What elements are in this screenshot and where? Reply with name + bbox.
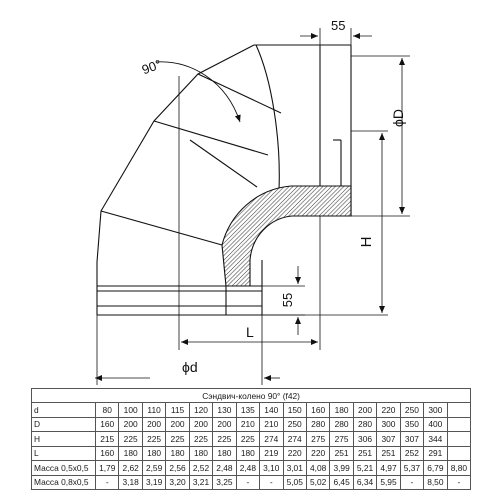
table-cell: 180: [236, 446, 259, 461]
table-cell: -: [236, 475, 259, 490]
table-cell: 200: [166, 417, 189, 432]
table-cell: [447, 417, 471, 432]
table-cell: 219: [260, 446, 283, 461]
table-caption: Сэндвич-колено 90° (f42): [32, 389, 471, 403]
row-label: Масса 0,5х0,5: [32, 461, 96, 476]
table-cell: 5,95: [377, 475, 400, 490]
table-row: [32, 417, 471, 432]
table-cell: 6,34: [353, 475, 376, 490]
table-cell: 274: [283, 432, 306, 447]
table-cell: 225: [236, 432, 259, 447]
table-cell: 200: [189, 417, 212, 432]
table-cell: 250: [283, 417, 306, 432]
table-cell: 110: [142, 403, 165, 418]
row-label: Масса 0,8х0,5: [32, 475, 96, 490]
table-cell: 250: [400, 403, 423, 418]
table-cell: 2,59: [142, 461, 165, 476]
table-cell: 400: [424, 417, 447, 432]
angle-label: 90°: [139, 56, 164, 78]
table-cell: 3,99: [330, 461, 353, 476]
table-cell: 251: [353, 446, 376, 461]
top-dimension-label: 55: [331, 18, 346, 33]
length-label: L: [246, 324, 254, 340]
table-cell: 160: [96, 417, 119, 432]
table-cell: 307: [377, 432, 400, 447]
specification-table: [31, 388, 471, 490]
bottom-dimension-label: 55: [280, 292, 295, 308]
table-cell: 3,19: [142, 475, 165, 490]
row-label: d: [32, 403, 96, 418]
table-cell: 220: [283, 446, 306, 461]
table-cell: 225: [119, 432, 142, 447]
table-cell: 160: [96, 446, 119, 461]
table-row: [32, 461, 471, 476]
height-dimension: [262, 131, 388, 315]
table-cell: -: [260, 475, 283, 490]
table-cell: 5,02: [306, 475, 329, 490]
table-cell: 2,48: [236, 461, 259, 476]
table-cell: 120: [189, 403, 212, 418]
row-label: L: [32, 446, 96, 461]
table-cell: 2,48: [213, 461, 236, 476]
table-cell: 2,56: [166, 461, 189, 476]
table-cell: 200: [142, 417, 165, 432]
table-cell: -: [400, 475, 423, 490]
table-cell: 3,01: [283, 461, 306, 476]
table-cell: 225: [213, 432, 236, 447]
angle-indicator: [156, 62, 240, 122]
table-cell: 344: [424, 432, 447, 447]
outer-diameter-dimension: [351, 56, 410, 216]
table-cell: 280: [330, 417, 353, 432]
table-cell: [447, 432, 471, 447]
table-cell: -: [447, 475, 471, 490]
table-cell: 252: [400, 446, 423, 461]
table-cell: 350: [400, 417, 423, 432]
table-cell: 180: [119, 446, 142, 461]
table-row: [32, 432, 471, 447]
table-cell: 220: [377, 403, 400, 418]
table-cell: 275: [306, 432, 329, 447]
table-cell: 274: [260, 432, 283, 447]
table-cell: 150: [283, 403, 306, 418]
elbow-body: [97, 45, 351, 315]
table-cell: 6,45: [330, 475, 353, 490]
table-cell: 300: [424, 403, 447, 418]
row-label: D: [32, 417, 96, 432]
table-cell: 3,21: [189, 475, 212, 490]
table-cell: 180: [189, 446, 212, 461]
table-cell: 5,21: [353, 461, 376, 476]
table-cell: 225: [142, 432, 165, 447]
table-cell: 100: [119, 403, 142, 418]
table-cell: 1,79: [96, 461, 119, 476]
table-cell: 140: [260, 403, 283, 418]
table-cell: 135: [236, 403, 259, 418]
table-row: [32, 475, 471, 490]
table-cell: 210: [260, 417, 283, 432]
table-cell: 180: [166, 446, 189, 461]
table-cell: 2,52: [189, 461, 212, 476]
table-cell: 200: [119, 417, 142, 432]
table-cell: 280: [353, 417, 376, 432]
table-cell: [447, 446, 471, 461]
row-label: H: [32, 432, 96, 447]
table-row: [32, 446, 471, 461]
table-cell: 200: [353, 403, 376, 418]
table-cell: 3,18: [119, 475, 142, 490]
table-cell: 3,25: [213, 475, 236, 490]
table-cell: 200: [213, 417, 236, 432]
outer-diameter-label: ϕD: [390, 109, 406, 127]
table-cell: 3,20: [166, 475, 189, 490]
table-cell: 220: [306, 446, 329, 461]
table-cell: 8,50: [424, 475, 447, 490]
table-row: [32, 403, 471, 418]
table-cell: 5,37: [400, 461, 423, 476]
table-cell: 4,97: [377, 461, 400, 476]
table-cell: 80: [96, 403, 119, 418]
table-cell: 180: [142, 446, 165, 461]
table-cell: 225: [189, 432, 212, 447]
table-cell: 215: [96, 432, 119, 447]
table-cell: 160: [306, 403, 329, 418]
table-cell: [447, 403, 471, 418]
table-cell: 307: [400, 432, 423, 447]
table-cell: 4,08: [306, 461, 329, 476]
table-cell: -: [96, 475, 119, 490]
table-cell: 306: [353, 432, 376, 447]
table-cell: 251: [330, 446, 353, 461]
height-label: H: [358, 236, 375, 248]
table-cell: 275: [330, 432, 353, 447]
table-cell: 280: [306, 417, 329, 432]
table-cell: 6,79: [424, 461, 447, 476]
table-cell: 115: [166, 403, 189, 418]
insulation-section: [222, 186, 351, 286]
table-cell: 5,05: [283, 475, 306, 490]
table-cell: 210: [236, 417, 259, 432]
table-cell: 180: [213, 446, 236, 461]
inner-diameter-label: ϕd: [182, 359, 198, 375]
table-cell: 291: [424, 446, 447, 461]
table-cell: 8,80: [447, 461, 471, 476]
table-cell: 251: [377, 446, 400, 461]
table-cell: 225: [166, 432, 189, 447]
table-cell: 300: [377, 417, 400, 432]
table-cell: 180: [330, 403, 353, 418]
table-cell: 130: [213, 403, 236, 418]
table-cell: 3,10: [260, 461, 283, 476]
table-cell: 2,62: [119, 461, 142, 476]
